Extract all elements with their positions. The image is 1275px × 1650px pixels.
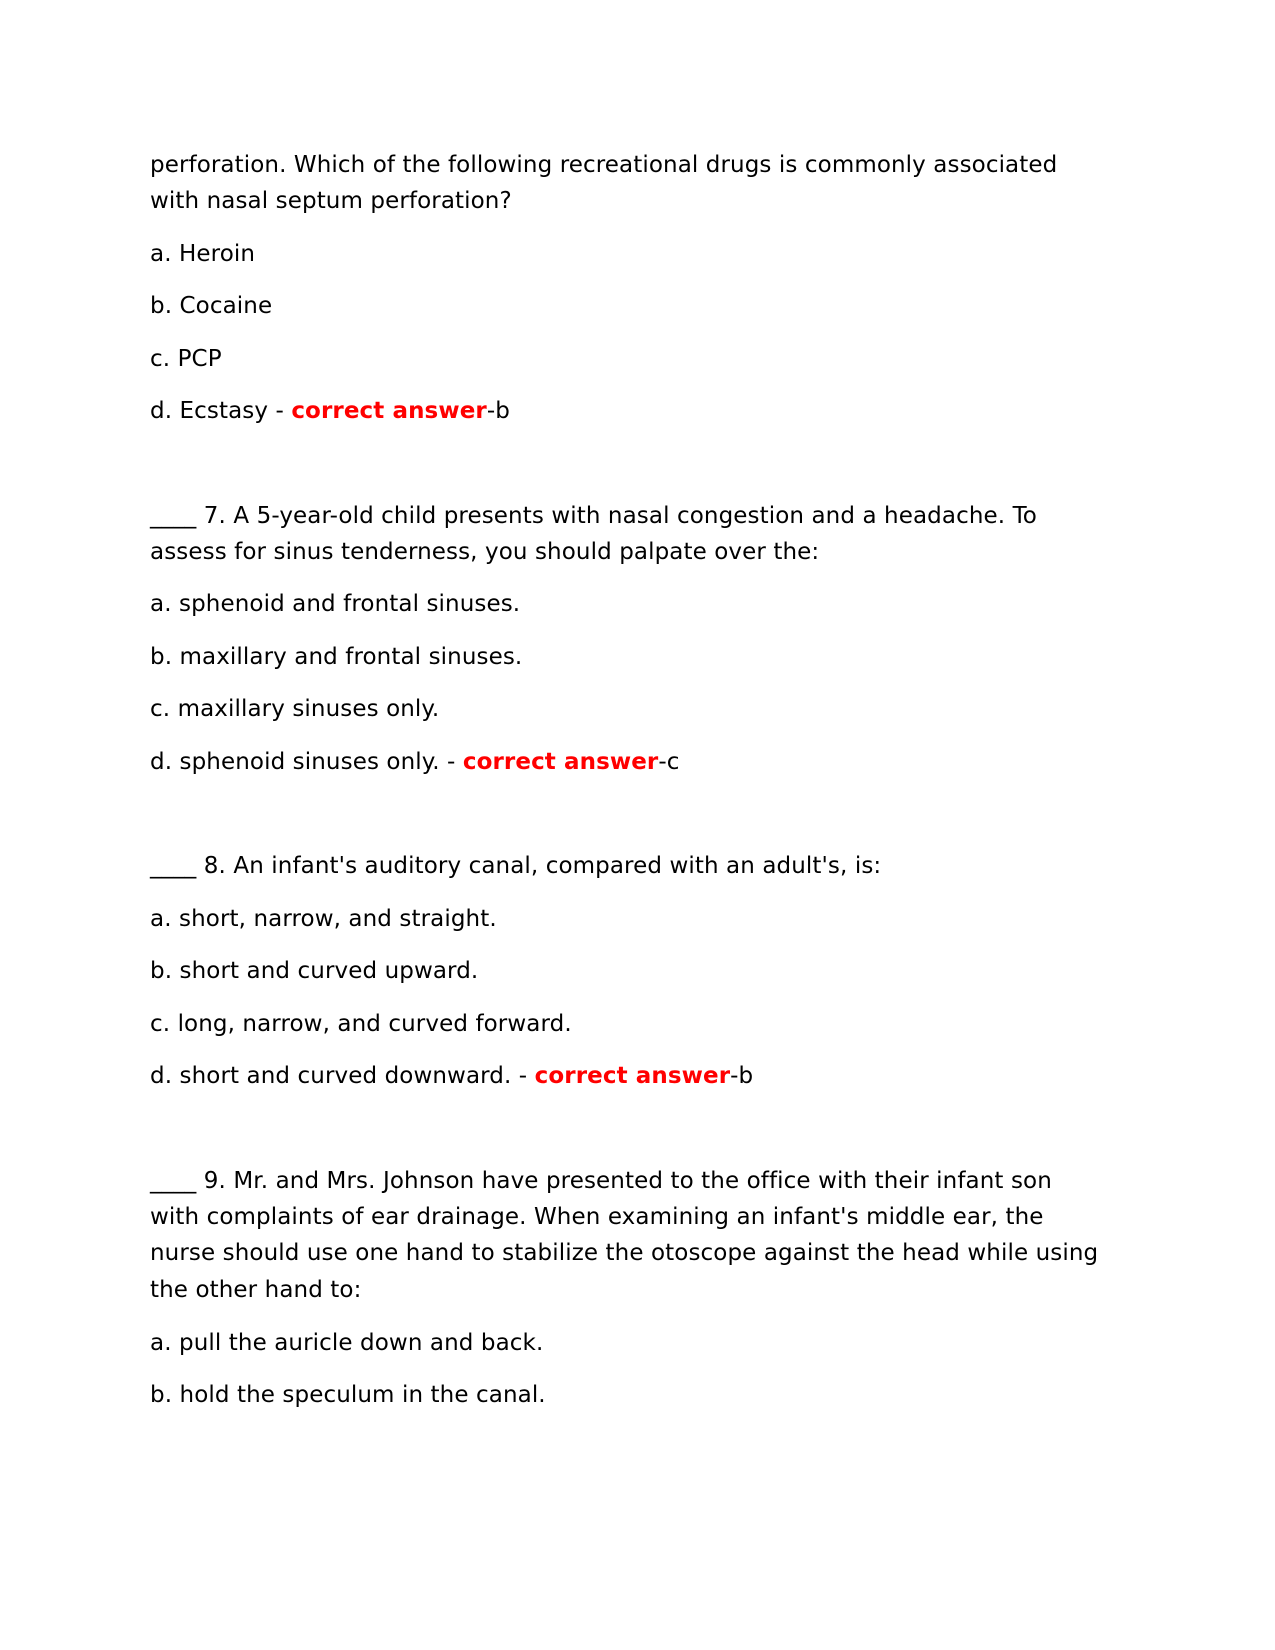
q6-option-b: b. Cocaine [150,293,273,319]
q6-correct-answer-label: correct answer [291,398,487,424]
q8-stem-line-1: ____ 8. An infant's auditory canal, compared with an adult's, is: [150,853,882,879]
q9-stem-line-1: ____ 9. Mr. and Mrs. Johnson have presented to the office with their infant son [150,1168,1052,1194]
q7-correct-answer-label: correct answer [462,749,659,775]
q7-option-b: b. maxillary and frontal sinuses. [150,644,523,670]
q8-correct-answer-label: correct answer [534,1063,731,1089]
q9-stem-line-4: the other hand to: [150,1277,362,1303]
q6-option-c: c. PCP [150,346,222,372]
q6-stem-line-2: with nasal septum perforation? [150,188,512,214]
q8-option-d-line [150,1057,753,1095]
q8-option-b: b. short and curved upward. [150,958,479,984]
q8-option-d: d. short and curved downward. - [150,1063,535,1089]
q7-option-d: d. sphenoid sinuses only. - [150,749,463,775]
q7-option-d-line [150,743,680,781]
q7-option-a: a. sphenoid and frontal sinuses. [150,591,521,617]
q6-option-d-line [150,392,510,430]
q7-stem-line-1: ____ 7. A 5-year-old child presents with nasal congestion and a headache. To [150,503,1037,529]
q7-correct-answer-value: -c [658,749,680,775]
q7-option-c: c. maxillary sinuses only. [150,696,440,722]
q9-option-b: b. hold the speculum in the canal. [150,1382,546,1408]
q6-option-a: a. Heroin [150,241,256,267]
q8-option-a: a. short, narrow, and straight. [150,906,497,932]
q7-stem-line-2: assess for sinus tenderness, you should palpate over the: [150,539,820,565]
q6-stem-line-1: perforation. Which of the following recreational drugs is commonly associated [150,152,1058,178]
q6-correct-answer-value: -b [486,398,510,424]
q9-stem-line-2: with complaints of ear drainage. When examining an infant's middle ear, the [150,1204,1044,1230]
q9-stem-line-3: nurse should use one hand to stabilize the otoscope against the head while using [150,1240,1099,1266]
q8-option-c: c. long, narrow, and curved forward. [150,1011,572,1037]
q6-option-d: d. Ecstasy - [150,398,292,424]
q9-option-a: a. pull the auricle down and back. [150,1330,544,1356]
q8-correct-answer-value: -b [730,1063,754,1089]
